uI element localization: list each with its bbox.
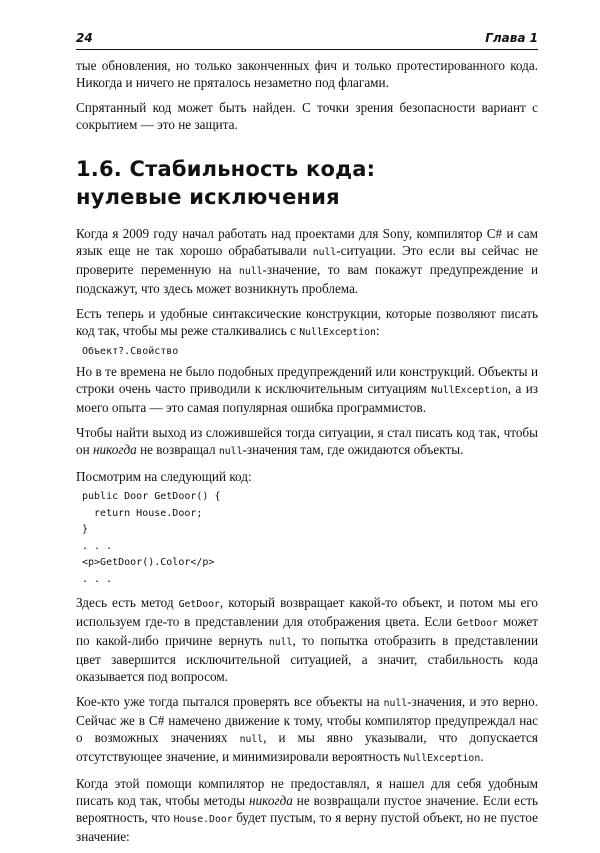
page-number: 24 [76, 31, 93, 45]
paragraph-5: Но в те времена не было подобных предупреждений или конструкций. Объекты и строки очень часто приводили к исключительным ситуациям NullException, а из моего опыта — это самая популярная ошибка программистов. [76, 364, 539, 415]
code-example-safe-navigation: Объект?.Свойство [82, 346, 179, 357]
paragraph-10: Когда этой помощи компилятор не предоставлял, я нашел для себя удобным писать код так, чтобы методы никогда не возвращали пустое значение. Если есть вероятность, что House.Door будет пустым, то я верну пустой объект, но не пустое значение: [76, 776, 538, 844]
paragraph-6: Чтобы найти выход из сложившейся тогда ситуации, я стал писать код так, чтобы он никогда не возвращал null-значения там, где ожидаются объекты. [76, 425, 538, 457]
inline-code: null [238, 266, 263, 277]
emphasis: никогда [92, 442, 137, 457]
inline-code: GetDoor [456, 618, 498, 629]
page-content [76, 57, 538, 853]
inline-code: NullException [403, 753, 481, 764]
inline-code: null [239, 734, 264, 745]
inline-code: NullException [431, 385, 508, 396]
section-heading-line-1: 1.6. Стабильность кода: [76, 157, 376, 181]
paragraph-8: Здесь есть метод GetDoor, который возвращает какой-то объект, и потом мы его используем где-то в представлении для отображения цвета. Если GetDoor может по какой-либо причине вернуть null, то попытка отобразить в представлении цвет завершится исключительной ситуацией, а значит, стабильность кода оказывается под вопросом. [76, 595, 538, 684]
inline-code: null [383, 698, 408, 709]
section-heading [76, 155, 538, 211]
chapter-title: Глава 1 [485, 31, 538, 45]
inline-code: House.Door [173, 814, 233, 825]
section-heading-line-2: нулевые исключения [76, 185, 340, 209]
paragraph-4: Есть теперь и удобные синтаксические конструкции, которые позволяют писать код так, чтобы мы реже сталкивались с NullException: [76, 306, 538, 338]
paragraph-2: Спрятанный код может быть найден. С точки зрения безопасности вариант с сокрытием — это не защита. [76, 100, 538, 132]
paragraph-3: Когда я 2009 году начал работать над проектами для Sony, компилятор C# и сам язык еще не так хорошо обрабатывали null-ситуации. Это если вы сейчас не проверите переменную на null-значение, то вам покажут предупреждение и подскажут, что здесь может возникнуть проблема. [76, 226, 538, 296]
page-header [76, 31, 538, 50]
inline-code: NullException [299, 327, 376, 338]
inline-code: null [312, 247, 337, 258]
paragraph-7: Посмотрим на следующий код: [76, 469, 252, 484]
inline-code: GetDoor [178, 599, 220, 610]
paragraph-9: Кое-кто уже тогда пытался проверять все объекты на null-значения, и это верно. Сейчас же в C# намечено движение к тому, чтобы компилятор предупреждал нас о возможных значениях null, и мы явно указывали, что допускается отсутствующее значение, и минимизировали вероятность NullException. [76, 694, 538, 764]
emphasis: никогда [249, 793, 293, 808]
inline-code: null [268, 637, 293, 648]
inline-code: null [218, 446, 243, 457]
paragraph-1: тые обновления, но только законченных фич и только протестированного кода. Никогда и ничего не пряталось незаметно под флагами. [76, 58, 538, 90]
code-block-getdoor: public Door GetDoor() { return House.Door; } . . . <p>GetDoor().Color</p> . . . [82, 491, 221, 585]
